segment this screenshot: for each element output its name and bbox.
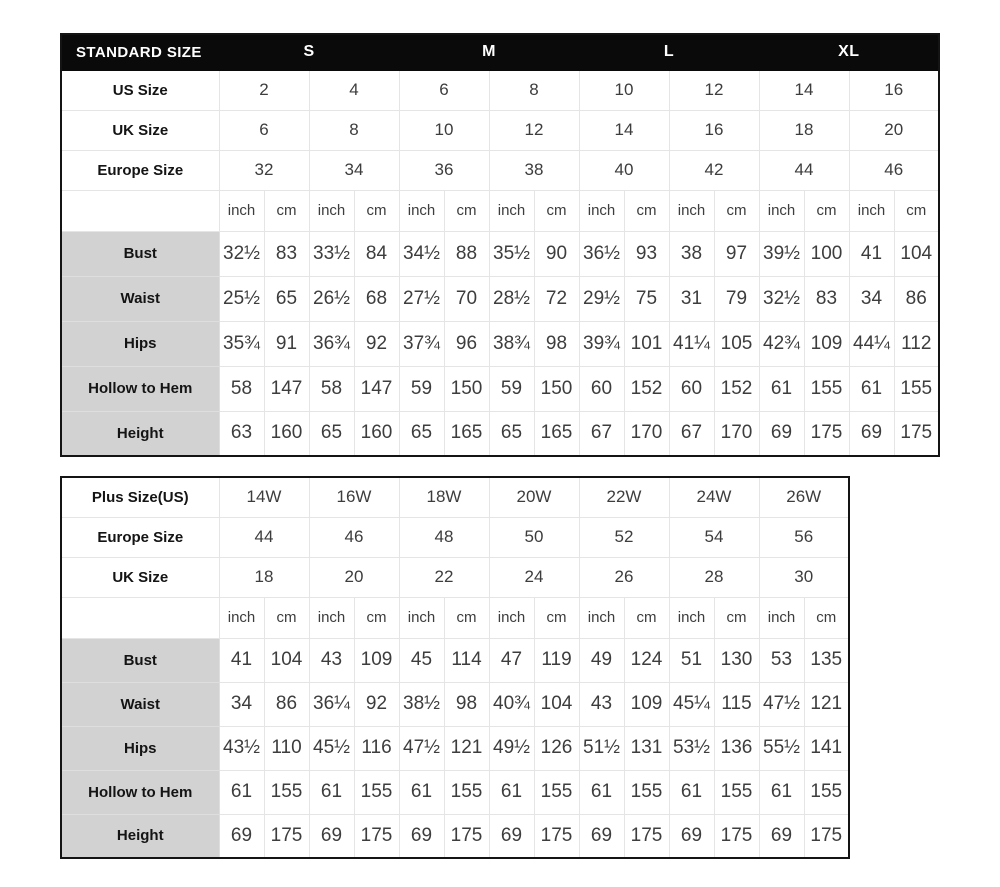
- row-label: Plus Size(US): [61, 477, 219, 517]
- measurement-value: 69: [669, 814, 714, 858]
- measurement-value: 44¼: [849, 321, 894, 366]
- measurement-value: 65: [489, 411, 534, 456]
- size-value: 24: [489, 557, 579, 597]
- measurement-value: 32½: [219, 231, 264, 276]
- measurement-value: 175: [894, 411, 939, 456]
- measurement-value: 41: [219, 638, 264, 682]
- measurement-value: 115: [714, 682, 759, 726]
- unit-label: inch: [759, 597, 804, 638]
- size-value: 32: [219, 150, 309, 190]
- measurement-value: 31: [669, 276, 714, 321]
- measurement-value: 47½: [399, 726, 444, 770]
- measurement-value: 155: [804, 770, 849, 814]
- measurement-value: 32½: [759, 276, 804, 321]
- measurement-value: 65: [309, 411, 354, 456]
- measurement-value: 70: [444, 276, 489, 321]
- measurement-value: 40¾: [489, 682, 534, 726]
- unit-label: cm: [624, 597, 669, 638]
- measurement-value: 26½: [309, 276, 354, 321]
- measurement-value: 126: [534, 726, 579, 770]
- measurement-value: 61: [399, 770, 444, 814]
- measurement-value: 45½: [309, 726, 354, 770]
- measurement-value: 61: [309, 770, 354, 814]
- measurement-value: 155: [894, 366, 939, 411]
- size-value: 42: [669, 150, 759, 190]
- size-value: 12: [489, 110, 579, 150]
- unit-label: cm: [894, 190, 939, 231]
- measurement-value: 83: [804, 276, 849, 321]
- size-value: 18: [219, 557, 309, 597]
- size-value: 12: [669, 70, 759, 110]
- unit-label: cm: [804, 190, 849, 231]
- measurement-value: 39½: [759, 231, 804, 276]
- measurement-value: 69: [219, 814, 264, 858]
- measurement-value: 147: [264, 366, 309, 411]
- measurement-value: 34½: [399, 231, 444, 276]
- measurement-value: 36¾: [309, 321, 354, 366]
- unit-label: inch: [579, 190, 624, 231]
- measurement-value: 38½: [399, 682, 444, 726]
- measurement-value: 25½: [219, 276, 264, 321]
- size-value: 26W: [759, 477, 849, 517]
- measurement-value: 65: [264, 276, 309, 321]
- row-label: US Size: [61, 70, 219, 110]
- measurement-value: 42¾: [759, 321, 804, 366]
- measurement-value: 155: [624, 770, 669, 814]
- size-value: 30: [759, 557, 849, 597]
- measurement-value: 93: [624, 231, 669, 276]
- unit-label: inch: [309, 190, 354, 231]
- size-value: 4: [309, 70, 399, 110]
- measurement-value: 109: [624, 682, 669, 726]
- unit-label: inch: [669, 190, 714, 231]
- size-value: 38: [489, 150, 579, 190]
- size-value: 14: [759, 70, 849, 110]
- measurement-value: 53: [759, 638, 804, 682]
- size-value: 48: [399, 517, 489, 557]
- measurement-value: 147: [354, 366, 399, 411]
- measurement-value: 97: [714, 231, 759, 276]
- unit-label: inch: [309, 597, 354, 638]
- unit-label: inch: [849, 190, 894, 231]
- measurement-value: 92: [354, 321, 399, 366]
- measurement-value: 68: [354, 276, 399, 321]
- measurement-value: 152: [714, 366, 759, 411]
- size-value: 14W: [219, 477, 309, 517]
- size-value: 10: [579, 70, 669, 110]
- measurement-value: 34: [849, 276, 894, 321]
- unit-label: cm: [714, 190, 759, 231]
- unit-label: inch: [759, 190, 804, 231]
- measurement-value: 121: [804, 682, 849, 726]
- measurement-value: 175: [624, 814, 669, 858]
- measurement-value: 109: [804, 321, 849, 366]
- measurement-value: 175: [444, 814, 489, 858]
- measurement-value: 124: [624, 638, 669, 682]
- size-value: 14: [579, 110, 669, 150]
- size-value: 26: [579, 557, 669, 597]
- unit-label: inch: [489, 190, 534, 231]
- measurement-label: Waist: [61, 682, 219, 726]
- plus-size-table: [60, 476, 850, 859]
- measurement-value: 104: [534, 682, 579, 726]
- size-value: 20: [309, 557, 399, 597]
- size-value: 24W: [669, 477, 759, 517]
- measurement-value: 135: [804, 638, 849, 682]
- measurement-value: 58: [219, 366, 264, 411]
- measurement-value: 45: [399, 638, 444, 682]
- row-label: UK Size: [61, 557, 219, 597]
- measurement-value: 27½: [399, 276, 444, 321]
- size-value: 34: [309, 150, 399, 190]
- measurement-value: 130: [714, 638, 759, 682]
- measurement-value: 36¼: [309, 682, 354, 726]
- measurement-value: 121: [444, 726, 489, 770]
- size-value: 52: [579, 517, 669, 557]
- measurement-value: 63: [219, 411, 264, 456]
- unit-label: cm: [534, 597, 579, 638]
- measurement-value: 86: [264, 682, 309, 726]
- measurement-label: Hollow to Hem: [61, 770, 219, 814]
- measurement-value: 160: [354, 411, 399, 456]
- measurement-value: 75: [624, 276, 669, 321]
- measurement-value: 55½: [759, 726, 804, 770]
- size-value: 20: [849, 110, 939, 150]
- measurement-value: 61: [669, 770, 714, 814]
- size-value: 6: [399, 70, 489, 110]
- measurement-value: 170: [714, 411, 759, 456]
- size-value: 2: [219, 70, 309, 110]
- size-value: 8: [309, 110, 399, 150]
- unit-label: inch: [669, 597, 714, 638]
- measurement-value: 60: [669, 366, 714, 411]
- measurement-value: 110: [264, 726, 309, 770]
- size-group-header: M: [399, 34, 579, 70]
- measurement-value: 37¾: [399, 321, 444, 366]
- standard-size-table: [60, 33, 940, 457]
- measurement-value: 96: [444, 321, 489, 366]
- measurement-value: 59: [489, 366, 534, 411]
- measurement-value: 67: [669, 411, 714, 456]
- measurement-value: 98: [444, 682, 489, 726]
- size-group-header: L: [579, 34, 759, 70]
- measurement-label: Bust: [61, 638, 219, 682]
- measurement-value: 38: [669, 231, 714, 276]
- measurement-value: 141: [804, 726, 849, 770]
- unit-label: inch: [399, 597, 444, 638]
- measurement-value: 61: [489, 770, 534, 814]
- size-value: 44: [759, 150, 849, 190]
- measurement-value: 165: [444, 411, 489, 456]
- measurement-label: Hollow to Hem: [61, 366, 219, 411]
- measurement-value: 47½: [759, 682, 804, 726]
- measurement-value: 90: [534, 231, 579, 276]
- measurement-value: 29½: [579, 276, 624, 321]
- measurement-value: 34: [219, 682, 264, 726]
- row-label: UK Size: [61, 110, 219, 150]
- size-value: 36: [399, 150, 489, 190]
- measurement-value: 41¼: [669, 321, 714, 366]
- measurement-value: 88: [444, 231, 489, 276]
- measurement-value: 59: [399, 366, 444, 411]
- measurement-value: 61: [759, 770, 804, 814]
- measurement-value: 105: [714, 321, 759, 366]
- measurement-value: 150: [534, 366, 579, 411]
- measurement-value: 86: [894, 276, 939, 321]
- measurement-value: 175: [354, 814, 399, 858]
- measurement-value: 43½: [219, 726, 264, 770]
- unit-label: cm: [264, 597, 309, 638]
- unit-label: inch: [219, 190, 264, 231]
- measurement-value: 36½: [579, 231, 624, 276]
- measurement-value: 155: [804, 366, 849, 411]
- measurement-value: 51½: [579, 726, 624, 770]
- measurement-value: 43: [309, 638, 354, 682]
- measurement-value: 51: [669, 638, 714, 682]
- measurement-value: 112: [894, 321, 939, 366]
- unit-label: cm: [534, 190, 579, 231]
- measurement-value: 116: [354, 726, 399, 770]
- measurement-value: 83: [264, 231, 309, 276]
- measurement-value: 155: [354, 770, 399, 814]
- measurement-value: 38¾: [489, 321, 534, 366]
- size-value: 8: [489, 70, 579, 110]
- unit-label: inch: [579, 597, 624, 638]
- measurement-value: 131: [624, 726, 669, 770]
- size-value: 56: [759, 517, 849, 557]
- measurement-value: 155: [534, 770, 579, 814]
- measurement-value: 92: [354, 682, 399, 726]
- unit-label: inch: [489, 597, 534, 638]
- measurement-value: 61: [219, 770, 264, 814]
- measurement-value: 61: [759, 366, 804, 411]
- measurement-value: 39¾: [579, 321, 624, 366]
- measurement-value: 69: [309, 814, 354, 858]
- measurement-value: 165: [534, 411, 579, 456]
- measurement-value: 65: [399, 411, 444, 456]
- measurement-label: Waist: [61, 276, 219, 321]
- measurement-label: Height: [61, 411, 219, 456]
- measurement-value: 72: [534, 276, 579, 321]
- size-value: 16: [849, 70, 939, 110]
- measurement-label: Hips: [61, 726, 219, 770]
- row-label: Europe Size: [61, 150, 219, 190]
- measurement-value: 150: [444, 366, 489, 411]
- measurement-value: 175: [804, 411, 849, 456]
- measurement-value: 58: [309, 366, 354, 411]
- measurement-label: Height: [61, 814, 219, 858]
- measurement-value: 45¼: [669, 682, 714, 726]
- measurement-value: 175: [714, 814, 759, 858]
- measurement-value: 175: [804, 814, 849, 858]
- unit-label: cm: [804, 597, 849, 638]
- measurement-value: 49½: [489, 726, 534, 770]
- measurement-value: 61: [849, 366, 894, 411]
- table-title: STANDARD SIZE: [61, 34, 219, 70]
- size-value: 50: [489, 517, 579, 557]
- unit-label: cm: [354, 190, 399, 231]
- unit-label: cm: [444, 190, 489, 231]
- measurement-value: 101: [624, 321, 669, 366]
- measurement-value: 155: [264, 770, 309, 814]
- unit-row-spacer: [61, 190, 219, 231]
- unit-row-spacer: [61, 597, 219, 638]
- size-value: 28: [669, 557, 759, 597]
- measurement-value: 104: [894, 231, 939, 276]
- measurement-value: 67: [579, 411, 624, 456]
- measurement-value: 43: [579, 682, 624, 726]
- measurement-value: 69: [759, 814, 804, 858]
- size-value: 18W: [399, 477, 489, 517]
- measurement-value: 136: [714, 726, 759, 770]
- unit-label: inch: [219, 597, 264, 638]
- size-value: 10: [399, 110, 489, 150]
- measurement-value: 69: [579, 814, 624, 858]
- size-value: 20W: [489, 477, 579, 517]
- size-value: 46: [849, 150, 939, 190]
- measurement-value: 79: [714, 276, 759, 321]
- measurement-value: 28½: [489, 276, 534, 321]
- measurement-value: 119: [534, 638, 579, 682]
- unit-label: cm: [264, 190, 309, 231]
- measurement-label: Hips: [61, 321, 219, 366]
- measurement-value: 170: [624, 411, 669, 456]
- size-value: 40: [579, 150, 669, 190]
- measurement-value: 35½: [489, 231, 534, 276]
- size-value: 44: [219, 517, 309, 557]
- measurement-value: 61: [579, 770, 624, 814]
- measurement-label: Bust: [61, 231, 219, 276]
- measurement-value: 41: [849, 231, 894, 276]
- measurement-value: 49: [579, 638, 624, 682]
- measurement-value: 35¾: [219, 321, 264, 366]
- measurement-value: 69: [489, 814, 534, 858]
- size-value: 22: [399, 557, 489, 597]
- size-group-header: XL: [759, 34, 939, 70]
- size-value: 16W: [309, 477, 399, 517]
- size-value: 22W: [579, 477, 669, 517]
- measurement-value: 175: [264, 814, 309, 858]
- measurement-value: 33½: [309, 231, 354, 276]
- measurement-value: 69: [849, 411, 894, 456]
- unit-label: cm: [714, 597, 759, 638]
- measurement-value: 69: [399, 814, 444, 858]
- measurement-value: 109: [354, 638, 399, 682]
- unit-label: cm: [444, 597, 489, 638]
- size-value: 18: [759, 110, 849, 150]
- size-group-header: S: [219, 34, 399, 70]
- size-value: 46: [309, 517, 399, 557]
- measurement-value: 155: [444, 770, 489, 814]
- measurement-value: 47: [489, 638, 534, 682]
- measurement-value: 100: [804, 231, 849, 276]
- size-value: 6: [219, 110, 309, 150]
- row-label: Europe Size: [61, 517, 219, 557]
- unit-label: cm: [354, 597, 399, 638]
- measurement-value: 175: [534, 814, 579, 858]
- measurement-value: 114: [444, 638, 489, 682]
- unit-label: cm: [624, 190, 669, 231]
- size-value: 54: [669, 517, 759, 557]
- measurement-value: 98: [534, 321, 579, 366]
- measurement-value: 152: [624, 366, 669, 411]
- measurement-value: 104: [264, 638, 309, 682]
- size-value: 16: [669, 110, 759, 150]
- measurement-value: 60: [579, 366, 624, 411]
- measurement-value: 53½: [669, 726, 714, 770]
- measurement-value: 155: [714, 770, 759, 814]
- unit-label: inch: [399, 190, 444, 231]
- measurement-value: 84: [354, 231, 399, 276]
- measurement-value: 91: [264, 321, 309, 366]
- measurement-value: 160: [264, 411, 309, 456]
- measurement-value: 69: [759, 411, 804, 456]
